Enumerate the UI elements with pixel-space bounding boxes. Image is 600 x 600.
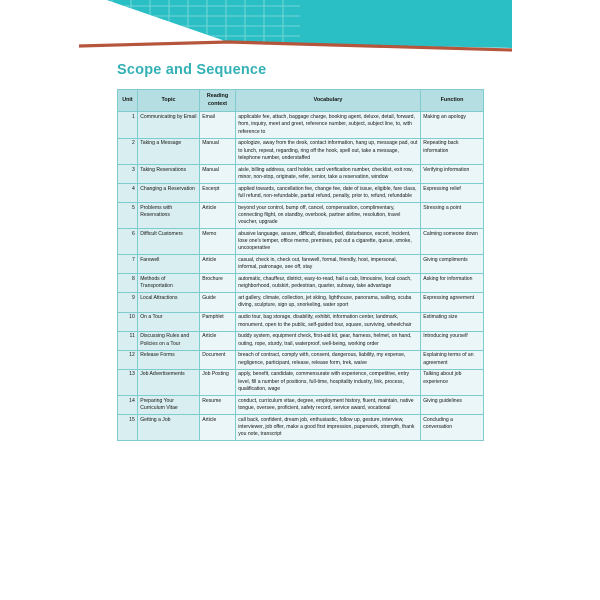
cell-unit: 12 (118, 350, 138, 369)
cell-vocabulary: beyond your control, bump off, cancel, compensation, complimentary, connecting flight, on standby, overbook, partner airline, resolution, travel voucher, upgrade (236, 202, 421, 228)
cell-unit: 2 (118, 138, 138, 164)
cell-reading-context: Job Posting (200, 369, 236, 395)
cell-function: Giving compliments (421, 255, 484, 274)
cell-vocabulary: abusive language, assure, difficult, dissatisfied, disturbance, escort, incident, lose one's temper, office memo, premises, put out a cigarette, queue, smoke, uncooperative (236, 229, 421, 255)
table-row (118, 350, 484, 369)
cell-unit: 1 (118, 112, 138, 138)
cell-unit: 11 (118, 331, 138, 350)
table-row (118, 112, 484, 138)
cell-vocabulary: apply, benefit, candidate, commensurate with experience, competitive, entry level, fill a number of positions, full-time, hospitality industry, link, process, qualification, wage (236, 369, 421, 395)
column-header-topic: Topic (138, 90, 200, 112)
cell-unit: 14 (118, 395, 138, 414)
cell-vocabulary: conduct, curriculum vitae, degree, employment history, fluent, maintain, native tongue, oversee, proficient, safety record, service award, vocational (236, 395, 421, 414)
cell-topic: Discussing Rules and Policies on a Tour (138, 331, 200, 350)
cell-unit: 3 (118, 164, 138, 183)
cell-vocabulary: audio tour, bag storage, disability, exhibit, information center, landmark, monument, open to the public, self-guided tour, square, surviving, wheelchair (236, 312, 421, 331)
cell-reading-context: Memo (200, 229, 236, 255)
cell-function: Repeating back information (421, 138, 484, 164)
cell-topic: Methods of Transportation (138, 274, 200, 293)
table-row (118, 331, 484, 350)
cell-vocabulary: art gallery, climate, collection, jet skiing, lighthouse, panorama, sailing, scuba diving, sculpture, sign up, snorkeling, water sport (236, 293, 421, 312)
cell-vocabulary: call back, confident, dream job, enthusiastic, follow up, gesture, interview, interviewer, job offer, make a good first impression, paperwork, strength, thank you note, transcript (236, 414, 421, 440)
cell-topic: On a Tour (138, 312, 200, 331)
cell-vocabulary: applied towards, cancellation fee, change fee, date of issue, eligible, fare class, full refund, non-refundable, partial refund, penalty, prior to, refund, refundable (236, 183, 421, 202)
cell-reading-context: Article (200, 202, 236, 228)
page-title: Scope and Sequence (117, 62, 267, 78)
cell-unit: 9 (118, 293, 138, 312)
cell-unit: 8 (118, 274, 138, 293)
table-row (118, 312, 484, 331)
cell-topic: Job Advertisements (138, 369, 200, 395)
cell-topic: Release Forms (138, 350, 200, 369)
table-row (118, 293, 484, 312)
cell-topic: Taking a Message (138, 138, 200, 164)
table-row (118, 274, 484, 293)
cell-topic: Difficult Customers (138, 229, 200, 255)
cell-function: Talking about job experience (421, 369, 484, 395)
cell-unit: 7 (118, 255, 138, 274)
table-row (118, 255, 484, 274)
cell-reading-context: Document (200, 350, 236, 369)
cell-vocabulary: automatic, chauffeur, district, easy-to-read, hail a cab, limousine, local coach, neighborhood, outskirt, pedestrian, quarter, subway, take advantage (236, 274, 421, 293)
cell-function: Concluding a conversation (421, 414, 484, 440)
table-row (118, 138, 484, 164)
cell-reading-context: Article (200, 414, 236, 440)
decorative-header-banner (0, 0, 600, 56)
cell-function: Introducing yourself (421, 331, 484, 350)
cell-topic: Getting a Job (138, 414, 200, 440)
cell-reading-context: Article (200, 331, 236, 350)
cell-function: Calming someone down (421, 229, 484, 255)
cell-topic: Farewell (138, 255, 200, 274)
table-row (118, 369, 484, 395)
cell-function: Verifying information (421, 164, 484, 183)
table-row (118, 183, 484, 202)
cell-reading-context: Pamphlet (200, 312, 236, 331)
cell-function: Making an apology (421, 112, 484, 138)
cell-function: Asking for information (421, 274, 484, 293)
table-body (118, 112, 484, 441)
cell-vocabulary: apologize, away from the desk, contact information, hang up, message pad, out to lunch, repeat, regarding, ring off the hook, spell out, take a message, telephone number, understaffed (236, 138, 421, 164)
cell-reading-context: Guide (200, 293, 236, 312)
cell-function: Estimating size (421, 312, 484, 331)
cell-unit: 15 (118, 414, 138, 440)
cell-reading-context: Manual (200, 164, 236, 183)
cell-topic: Communicating by Email (138, 112, 200, 138)
cell-unit: 4 (118, 183, 138, 202)
cell-function: Giving guidelines (421, 395, 484, 414)
cell-unit: 6 (118, 229, 138, 255)
table-header-row (118, 90, 484, 112)
cell-topic: Changing a Reservation (138, 183, 200, 202)
cell-function: Expressing relief (421, 183, 484, 202)
cell-unit: 10 (118, 312, 138, 331)
cell-reading-context: Manual (200, 138, 236, 164)
table-row (118, 229, 484, 255)
column-header-function: Function (421, 90, 484, 112)
cell-topic: Problems with Reservations (138, 202, 200, 228)
cell-function: Explaining terms of an agreement (421, 350, 484, 369)
cell-vocabulary: aisle, billing address, card holder, card verification number, checklist, exit row, minor, non-stop, originate, refer, senior, take a reservation, window (236, 164, 421, 183)
cell-reading-context: Article (200, 255, 236, 274)
table-row (118, 414, 484, 440)
cell-unit: 5 (118, 202, 138, 228)
cell-vocabulary: breach of contract, comply with, consent, dangerous, liability, my expense, negligence, participant, release, release form, trek, waive (236, 350, 421, 369)
cell-reading-context: Resume (200, 395, 236, 414)
cell-function: Stressing a point (421, 202, 484, 228)
cell-vocabulary: applicable fee, attach, baggage charge, booking agent, deluxe, detail, forward, from, inquiry, meet and greet, reference number, subject, subject line, to, with reference to (236, 112, 421, 138)
table-row (118, 202, 484, 228)
column-header-reading-context: Reading context (200, 90, 236, 112)
column-header-vocabulary: Vocabulary (236, 90, 421, 112)
table-row (118, 164, 484, 183)
cell-function: Expressing agreement (421, 293, 484, 312)
cell-unit: 13 (118, 369, 138, 395)
cell-topic: Taking Reservations (138, 164, 200, 183)
cell-reading-context: Excerpt (200, 183, 236, 202)
cell-topic: Local Attractions (138, 293, 200, 312)
cell-vocabulary: casual, check in, check out, farewell, formal, friendly, host, impersonal, informal, patronage, see off, stay (236, 255, 421, 274)
cell-vocabulary: buddy system, equipment check, first-aid kit, gear, harness, helmet, on hand, outing, rope, sturdy, trail, waterproof, well-being, working order (236, 331, 421, 350)
cell-topic: Preparing Your Curriculum Vitae (138, 395, 200, 414)
cell-reading-context: Brochure (200, 274, 236, 293)
column-header-unit: Unit (118, 90, 138, 112)
scope-and-sequence-table (117, 89, 483, 441)
table-row (118, 395, 484, 414)
cell-reading-context: Email (200, 112, 236, 138)
